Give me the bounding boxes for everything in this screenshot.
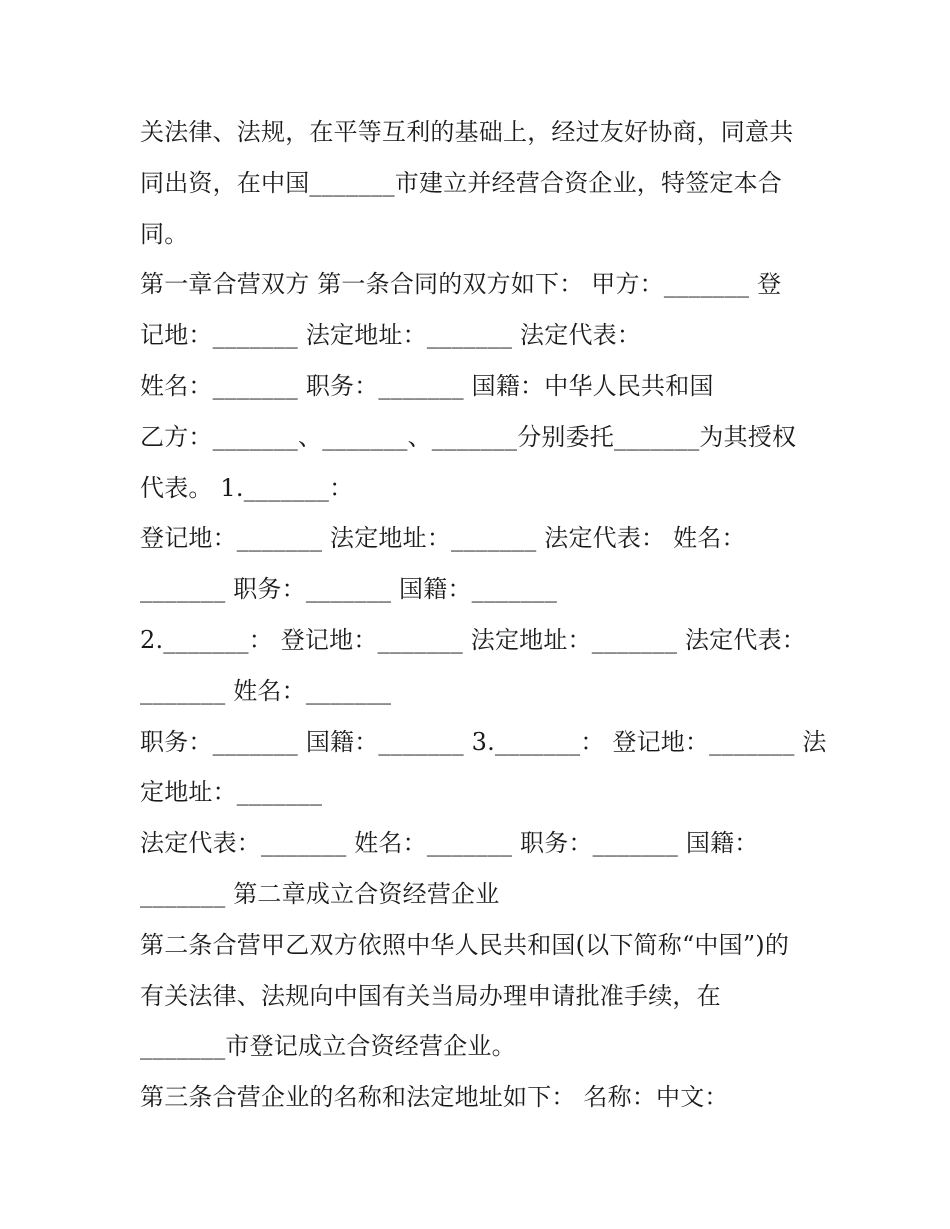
text-line: 关法律、法规，在平等互利的基础上，经过友好协商，同意共	[140, 118, 794, 146]
text-line: 登记地：_______ 法定地址：_______ 法定代表： 姓名：	[140, 524, 746, 553]
text-line: 乙方：_______、_______、_______分别委托_______为其授权	[140, 422, 797, 451]
text-line: 姓名：_______ 职务：_______ 国籍：中华人民共和国	[140, 371, 714, 400]
text-line: 第二条合营甲乙双方依照中华人民共和国(以下简称“中国”)的	[140, 930, 790, 959]
text-line: 职务：_______ 国籍：_______ 3._______： 登记地：_______ 法	[140, 727, 827, 756]
text-line: _______ 职务：_______ 国籍：_______	[140, 575, 558, 604]
text-line: 定地址：_______	[140, 778, 323, 807]
text-line: 第三条合营企业的名称和法定地址如下： 名称：中文：	[140, 1083, 729, 1112]
text-line: 记地：_______ 法定地址：_______ 法定代表：	[140, 321, 642, 350]
text-line: 同出资，在中国_______市建立并经营合资企业，特签定本合	[140, 168, 782, 197]
text-line: 有关法律、法规向中国有关当局办理申请批准手续，在	[140, 981, 721, 1010]
text-line: _______市登记成立合资经营企业。	[140, 1032, 516, 1061]
text-line: 代表。 1._______：	[140, 473, 354, 502]
document-body	[140, 107, 827, 1123]
text-line: 同。	[140, 219, 189, 248]
text-line: 法定代表：_______ 姓名：_______ 职务：_______ 国籍：	[140, 829, 759, 858]
text-line: _______ 第二章成立合资经营企业	[140, 879, 500, 908]
text-line: 第一章合营双方 第一条合同的双方如下： 甲方：_______ 登	[140, 270, 782, 299]
text-line: _______ 姓名：_______	[140, 676, 392, 705]
text-line: 2._______： 登记地：_______ 法定地址：_______ 法定代表：	[140, 625, 806, 654]
